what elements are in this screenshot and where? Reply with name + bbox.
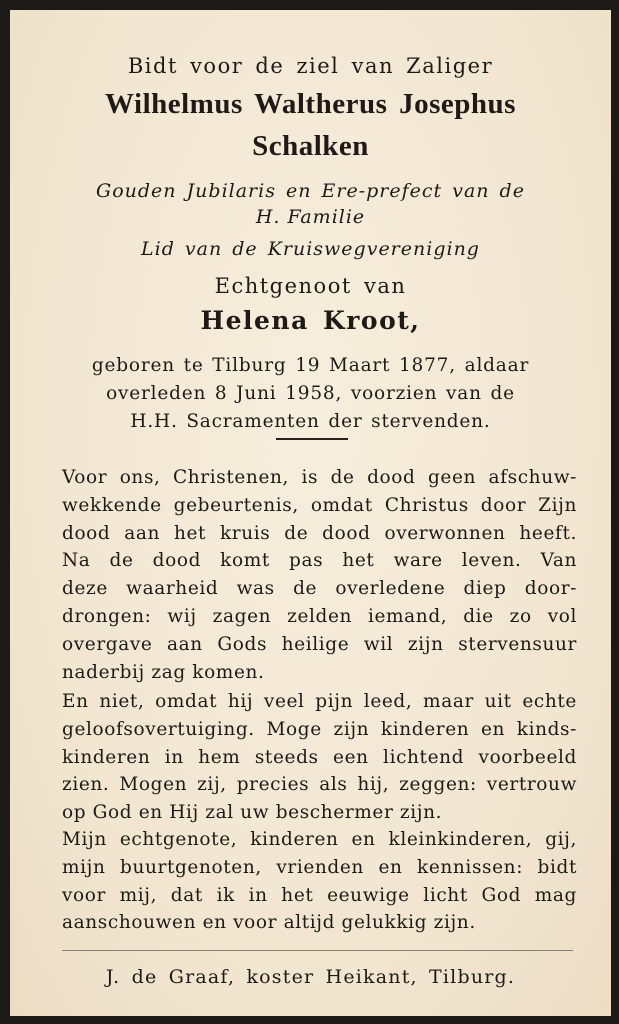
intro-line: Bidt voor de ziel van Zaliger bbox=[127, 54, 494, 78]
paragraph-line: naderbij zag komen. bbox=[62, 661, 265, 683]
paragraph-line: Mijn echtgenote, kinderen en kleinkinderen, gij, bbox=[62, 829, 577, 850]
paragraph-line: op God en Hij zal uw beschermer zijn. bbox=[62, 802, 443, 824]
paragraph-line: wekkende gebeurtenis, omdat Christus door Zijn bbox=[62, 494, 577, 516]
paragraph-line: Voor ons, Christenen, is de dood geen afschuw- bbox=[62, 467, 577, 488]
role-line-1: Gouden Jubilaris en Ere-prefect van de bbox=[96, 180, 525, 202]
paragraph-line: voor mij, dat ik in het eeuwige licht God mag bbox=[62, 884, 577, 906]
paragraph-line: mijn buurtgenoten, vrienden en kennissen: bidt bbox=[62, 856, 577, 878]
divider-rule bbox=[276, 438, 348, 440]
paragraph-line: overgave aan Gods heilige wil zijn stervensuur bbox=[62, 633, 577, 655]
printer-credit: J. de Graaf, koster Heikant, Tilburg. bbox=[105, 966, 516, 988]
life-dates bbox=[60, 352, 561, 436]
deceased-surname: Schalken bbox=[252, 130, 369, 162]
memorial-card bbox=[10, 10, 611, 1016]
paragraph-1 bbox=[62, 464, 577, 686]
life-line-2: overleden 8 Juni 1958, voorzien van de bbox=[106, 383, 515, 404]
paragraph-line: En niet, omdat hij veel pijn leed, maar uit echte bbox=[62, 691, 577, 712]
paragraph-line: zien. Mogen zij, precies als hij, zeggen: vertrouw bbox=[62, 774, 577, 796]
paragraph-line: drongen: wij zagen zelden iemand, die zo vol bbox=[62, 605, 577, 627]
spouse-label: Echtgenoot van bbox=[214, 274, 407, 298]
life-line-1: geboren te Tilburg 19 Maart 1877, aldaar bbox=[91, 355, 530, 376]
spouse-name: Helena Kroot, bbox=[200, 306, 421, 335]
paragraph-line: geloofsovertuiging. Moge zijn kinderen en kinds- bbox=[62, 718, 577, 740]
deceased-given-names: Wilhelmus Waltherus Josephus bbox=[105, 88, 516, 120]
paragraph-2 bbox=[62, 688, 577, 827]
paragraph-3 bbox=[62, 826, 577, 937]
life-line-3: H.H. Sacramenten der stervenden. bbox=[130, 411, 491, 432]
footer-divider bbox=[62, 950, 573, 951]
paragraph-line: kinderen in hem steeds een lichtend voorbeeld bbox=[62, 746, 577, 768]
paragraph-line: Na de dood komt pas het ware leven. Van bbox=[62, 550, 577, 572]
paragraph-line: deze waarheid was de overledene diep door- bbox=[62, 578, 577, 600]
role-line-2: H. Familie bbox=[255, 206, 366, 228]
paragraph-line: aanschouwen en voor altijd gelukkig zijn. bbox=[62, 912, 476, 934]
paragraph-line: dood aan het kruis de dood overwonnen heeft. bbox=[62, 522, 577, 544]
role-line-3: Lid van de Kruiswegvereniging bbox=[141, 238, 480, 260]
